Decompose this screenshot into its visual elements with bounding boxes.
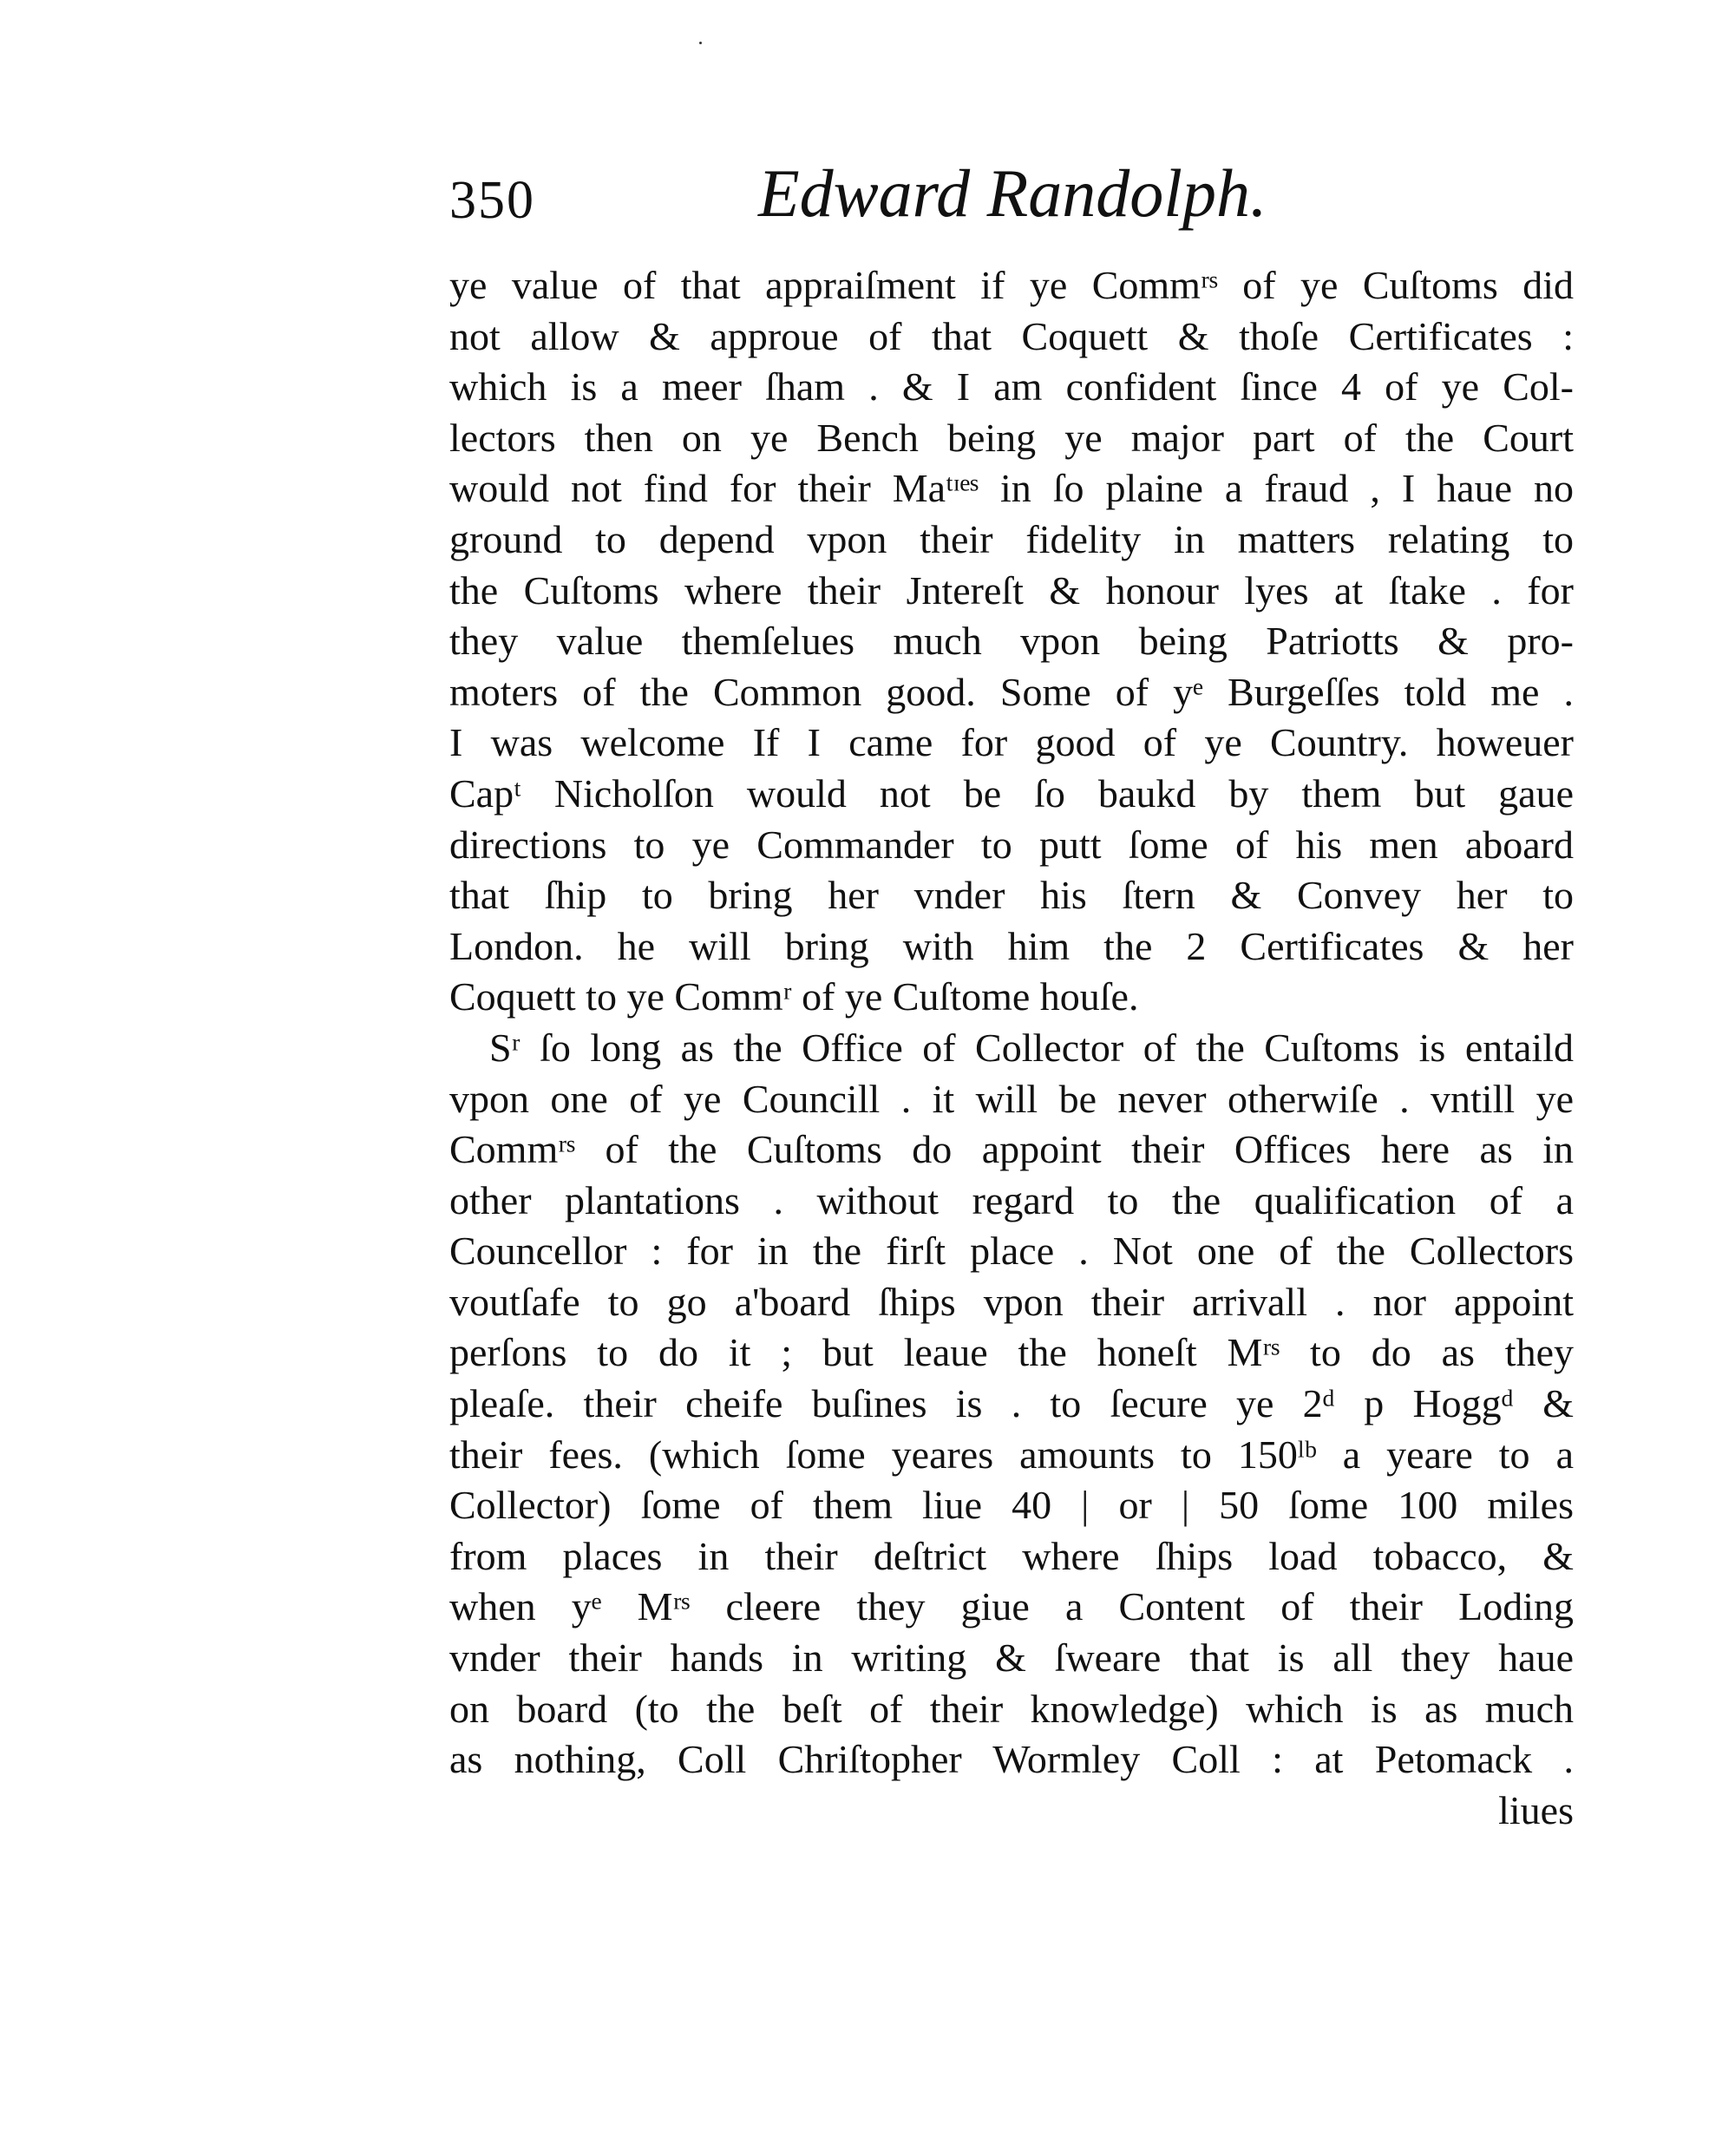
text-line: pleaſe. their cheife buſines is . to ſecure ye 2ᵈ p Hoggᵈ &: [449, 1381, 1574, 1426]
text-line: they value themſelues much vpon being Patriotts & pro-: [449, 619, 1574, 664]
text-line: not allow & approue of that Coquett & thoſe Certificates :: [449, 313, 1574, 358]
text-line: I was welcome If I came for good of ye Country. howeuer: [449, 720, 1574, 765]
text-line: perſons to do it ; but leaue the honeſt Mʳˢ to do as they: [449, 1330, 1574, 1375]
catchword: liues: [1498, 1787, 1574, 1832]
catchword-row: [449, 1786, 1574, 1837]
text-line: directions to ye Commander to putt ſome of his men aboard: [449, 822, 1574, 867]
text-line: Collector) ſome of them liue 40 | or | 50 ſome 100 miles: [449, 1483, 1574, 1528]
page-number: 350: [449, 171, 535, 230]
text-line: as nothing, Coll Chriſtopher Wormley Coll : at Petomack .: [449, 1737, 1574, 1782]
text-line: Commʳˢ of the Cuſtoms do appoint their Offices here as in: [449, 1127, 1574, 1172]
text-line: London. he will bring with him the 2 Certificates & her: [449, 923, 1574, 968]
text-line: Capᵗ Nicholſon would not be ſo baukd by them but gaue: [449, 770, 1574, 816]
text-line: ye value of that appraiſment if ye Commʳˢ of ye Cuſtoms did: [449, 263, 1574, 307]
text-line: when yᵉ Mʳˢ cleere they giue a Content of their Loding: [449, 1584, 1574, 1629]
body-text: [449, 260, 1574, 1836]
text-line: that ſhip to bring her vnder his ſtern & Convey her to: [449, 873, 1574, 918]
text-line: from places in their deſtrict where ſhips load tobacco, &: [449, 1533, 1574, 1578]
text-line: would not find for their Maᵗᶦᵉˢ in ſo plaine a fraud , I haue no: [449, 466, 1574, 511]
text-line: on board (to the beſt of their knowledge) which is as much: [449, 1686, 1574, 1731]
text-line: Councellor : for in the firſt place . Not one of the Collectors: [449, 1229, 1574, 1274]
text-line: the Cuſtoms where their Jntereſt & honour lyes at ſtake . for: [449, 567, 1574, 613]
text-line: moters of the Common good. Some of yᵉ Burgeſſes told me .: [449, 669, 1574, 714]
text-line: Coquett to ye Commʳ of ye Cuſtome houſe.: [449, 974, 1139, 1019]
paragraph-1: [449, 260, 1574, 1023]
text-line: lectors then on ye Bench being ye major part of the Court: [449, 415, 1574, 460]
print-speck: [699, 42, 702, 44]
text-line: vnder their hands in writing & ſweare that is all they haue: [449, 1635, 1574, 1681]
text-line: other plantations . without regard to the qualification of a: [449, 1177, 1574, 1222]
text-line: vpon one of ye Councill . it will be never otherwiſe . vntill ye: [449, 1076, 1574, 1121]
text-line: which is a meer ſham . & I am confident ſince 4 of ye Col-: [449, 364, 1574, 410]
text-line: Sʳ ſo long as the Office of Collector of the Cuſtoms is entaild: [489, 1025, 1574, 1070]
running-title: Edward Randolph.: [758, 155, 1267, 231]
text-line: ground to depend vpon their fidelity in matters relating to: [449, 516, 1574, 561]
paragraph-2: [449, 1023, 1574, 1786]
page-header: [449, 154, 1577, 250]
text-line: their fees. (which ſome yeares amounts to 150ˡᵇ a yeare to a: [449, 1432, 1574, 1477]
text-line: voutſafe to go a'board ſhips vpon their arrivall . nor appoint: [449, 1279, 1574, 1324]
